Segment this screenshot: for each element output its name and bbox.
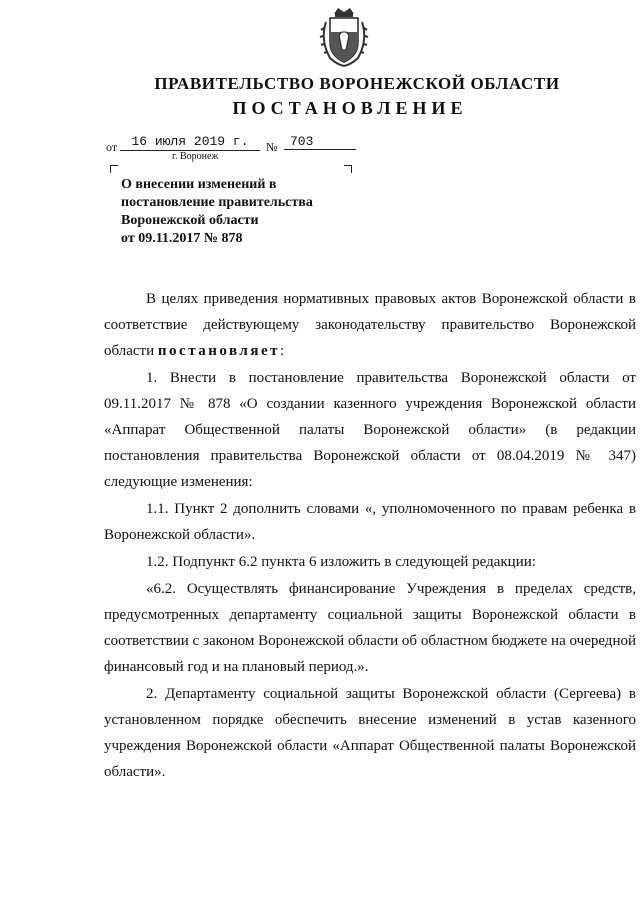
document-number: 703 bbox=[284, 134, 356, 150]
document-body bbox=[104, 286, 636, 786]
document-subject bbox=[121, 176, 351, 248]
document-date: 16 июля 2019 г. bbox=[120, 134, 260, 151]
paragraph-1-1: 1.1. Пункт 2 дополнить словами «, уполномоченного по правам ребенка в Воронежской области». bbox=[104, 501, 636, 543]
date-number-row bbox=[106, 134, 366, 156]
subject-line: О внесении изменений в bbox=[121, 177, 277, 192]
number-prefix-label: № bbox=[266, 140, 278, 154]
intro-text: В целях приведения нормативных правовых актов Воронежской области в соответствие действующему законодательству правительство Воронежской области bbox=[104, 291, 636, 359]
decree-colon: : bbox=[280, 343, 285, 359]
subject-line: от 09.11.2017 № 878 bbox=[121, 231, 243, 246]
paragraph-1-2: 1.2. Подпункт 6.2 пункта 6 изложить в следующей редакции: bbox=[146, 554, 536, 570]
subject-line: Воронежской области bbox=[121, 213, 259, 228]
paragraph-1: 1. Внести в постановление правительства Воронежской области от 09.11.2017 № 878 «О создании казенного учреждения Воронежской области «Аппарат Общественной палаты Воронежской области» (в редакции постановления правительства Воронежской области от 08.04.2019 № 347) следующие изменения: bbox=[104, 370, 636, 490]
subject-corner-right bbox=[344, 165, 352, 173]
voronezh-coat-of-arms-icon bbox=[316, 6, 372, 68]
decree-word: постановляет bbox=[157, 343, 280, 359]
subject-corner-left bbox=[110, 165, 118, 173]
subject-line: постановление правительства bbox=[121, 195, 313, 210]
paragraph-1-2-text: «6.2. Осуществлять финансирование Учреждения в пределах средств, предусмотренных департаменту социальной защиты Воронежской области в соответствии с законом Воронежской области об областном бюджете на очередной финансовый год и на плановый период.». bbox=[104, 581, 636, 675]
paragraph-2: 2. Департаменту социальной защиты Воронежской области (Сергеева) в установленном порядке обеспечить внесение изменений в устав казенного учреждения Воронежской области «Аппарат Общественной палаты Воронежской области». bbox=[104, 686, 636, 780]
intro-paragraph bbox=[104, 286, 636, 364]
date-prefix-label: от bbox=[106, 140, 118, 154]
organization-title: ПРАВИТЕЛЬСТВО ВОРОНЕЖСКОЙ ОБЛАСТИ bbox=[154, 74, 560, 93]
city-label: г. Воронеж bbox=[172, 151, 219, 162]
document-type-title: ПОСТАНОВЛЕНИЕ bbox=[232, 98, 468, 118]
